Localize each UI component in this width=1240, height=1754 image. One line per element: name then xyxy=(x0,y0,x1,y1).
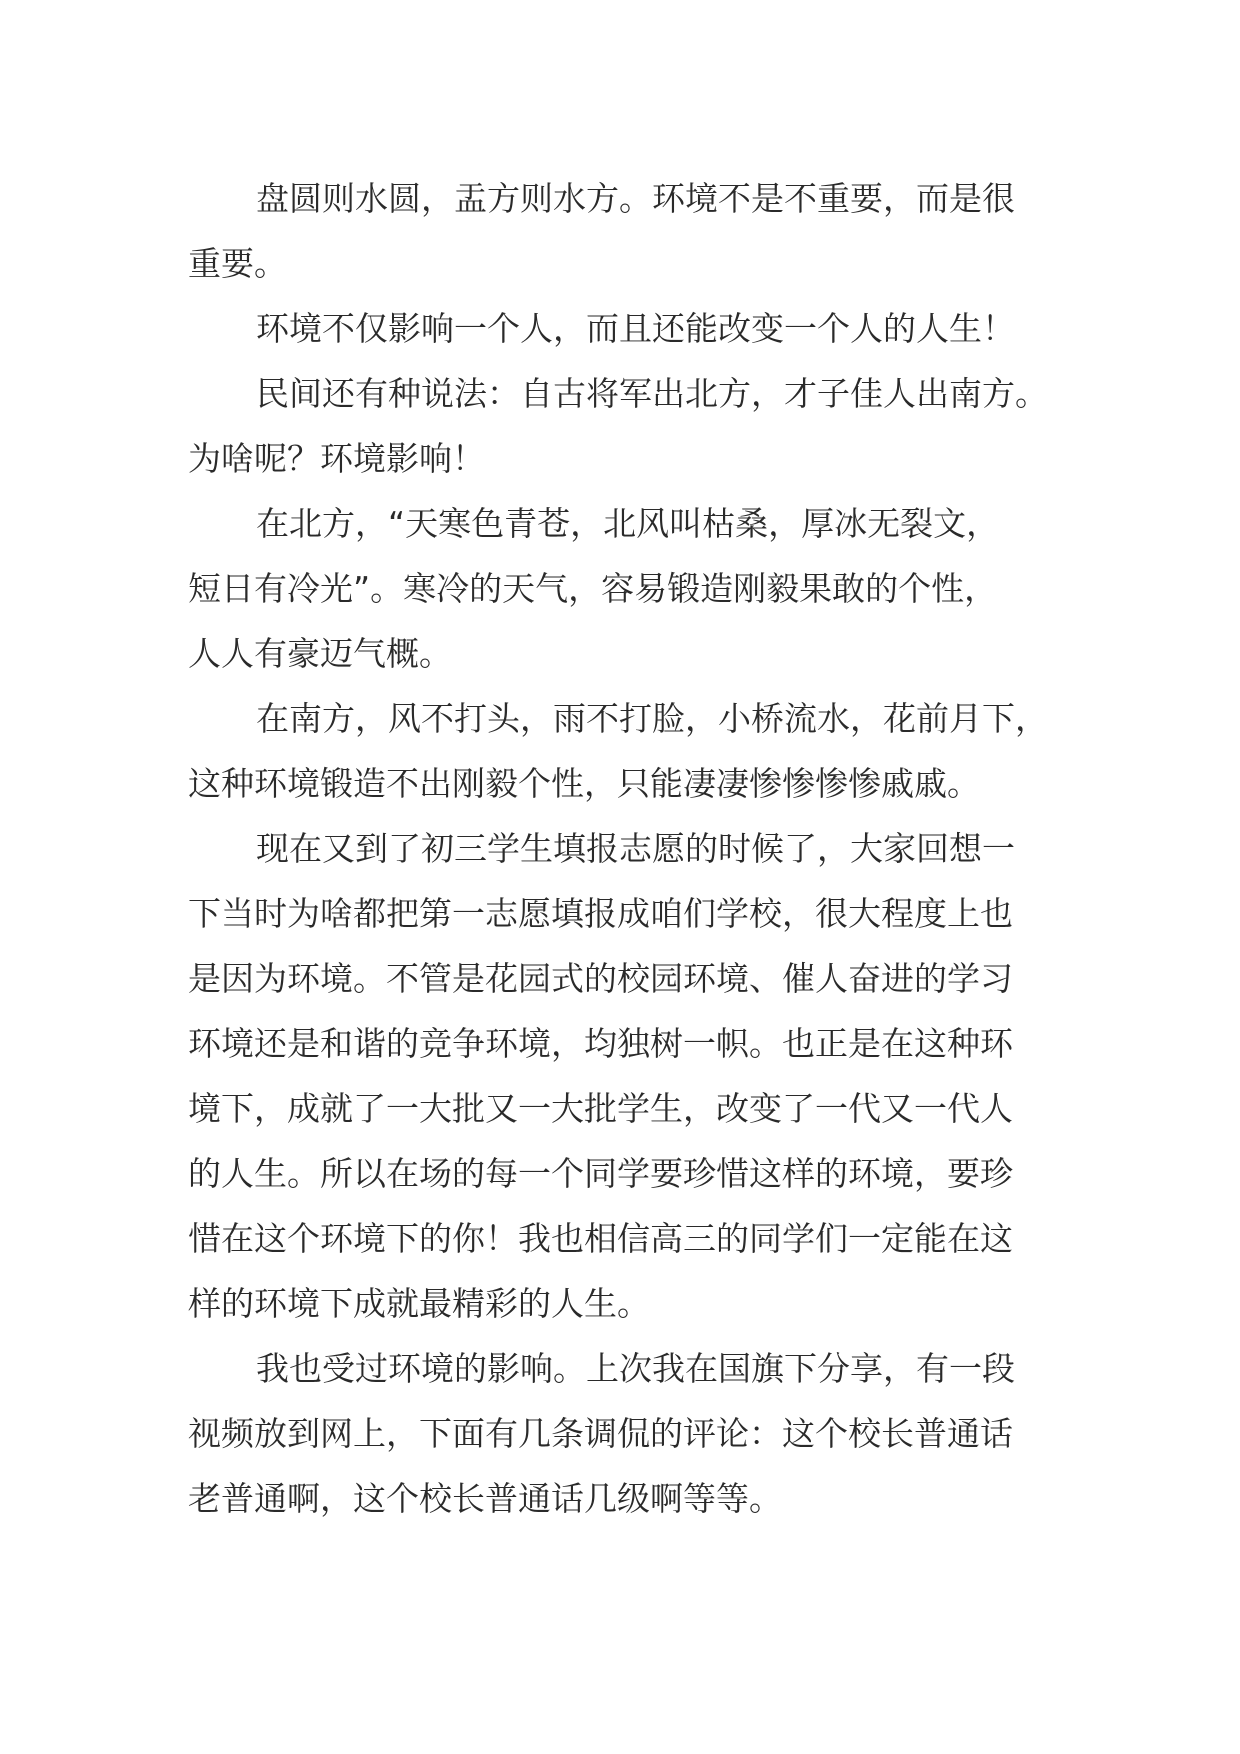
paragraph-2 xyxy=(188,296,1068,361)
text-line: 我也受过环境的影响。上次我在国旗下分享，有一段 xyxy=(256,1349,1015,1388)
text-line: 是因为环境。不管是花园式的校园环境、催人奋进的学习 xyxy=(188,959,1013,998)
paragraph-1 xyxy=(188,166,1068,296)
text-line: 盘圆则水圆，盂方则水方。环境不是不重要，而是很 xyxy=(256,179,1015,218)
text-line: 短日有冷光”。寒冷的天气，容易锻造刚毅果敢的个性， xyxy=(188,569,998,608)
text-line: 惜在这个环境下的你！我也相信高三的同学们一定能在这 xyxy=(188,1219,1013,1258)
text-line: 的人生。所以在场的每一个同学要珍惜这样的环境，要珍 xyxy=(188,1154,1013,1193)
paragraph-6 xyxy=(188,816,1068,1336)
text-line: 重要。 xyxy=(188,244,287,283)
document-body xyxy=(188,166,1068,1531)
text-line: 现在又到了初三学生填报志愿的时候了，大家回想一 xyxy=(256,829,1015,868)
text-line: 环境不仅影响一个人，而且还能改变一个人的人生！ xyxy=(256,309,1015,348)
paragraph-4 xyxy=(188,491,1068,686)
text-line: 环境还是和谐的竞争环境，均独树一帜。也正是在这种环 xyxy=(188,1024,1013,1063)
paragraph-3 xyxy=(188,361,1068,491)
text-line: 视频放到网上，下面有几条调侃的评论：这个校长普通话 xyxy=(188,1414,1013,1453)
text-line: 下当时为啥都把第一志愿填报成咱们学校，很大程度上也 xyxy=(188,894,1013,933)
text-line: 样的环境下成就最精彩的人生。 xyxy=(188,1284,650,1323)
text-line: 这种环境锻造不出刚毅个性，只能凄凄惨惨惨惨戚戚。 xyxy=(188,764,980,803)
paragraph-7 xyxy=(188,1336,1068,1531)
text-line: 在北方，“天寒色青苍，北风叫枯桑，厚冰无裂文， xyxy=(256,504,1000,543)
text-line: 在南方，风不打头，雨不打脸，小桥流水，花前月下， xyxy=(256,699,1048,738)
text-line: 境下，成就了一大批又一大批学生，改变了一代又一代人 xyxy=(188,1089,1013,1128)
text-line: 民间还有种说法：自古将军出北方，才子佳人出南方。 xyxy=(256,374,1048,413)
text-line: 为啥呢？环境影响！ xyxy=(188,439,485,478)
paragraph-5 xyxy=(188,686,1068,816)
text-line: 人人有豪迈气概。 xyxy=(188,634,452,673)
text-line: 老普通啊，这个校长普通话几级啊等等。 xyxy=(188,1479,782,1518)
